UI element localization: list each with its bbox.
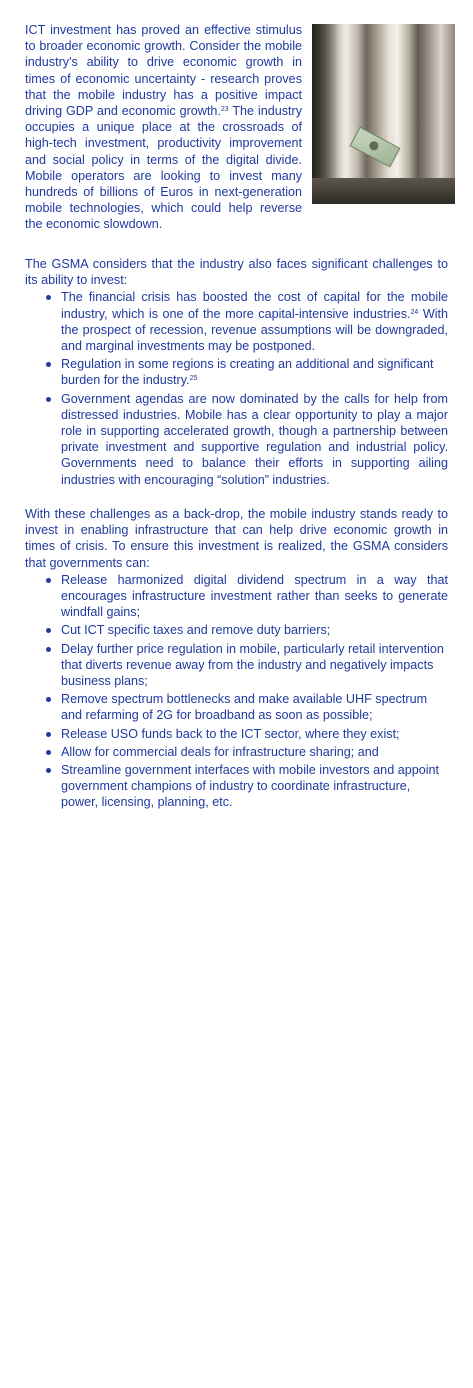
list-item-text: Government agendas are now dominated by the calls for help from distressed industries. Mobile has a clear opportunity to play a major role in supporting accelerated growth, though a partnership between private investment and supportive regulation and industrial policy. Governments need to balance their efforts in supporting ailing industries with encouraging “solution” industries. xyxy=(61,391,448,487)
photo-shadow xyxy=(312,24,342,204)
intro-text: ICT investment has proved an effective stimulus to broader economic growth. Consider the mobile industry's ability to drive economic growth in times of economic uncertainty - research proves that the mobile industry has a positive impact driving GDP and economic growth. xyxy=(25,23,302,119)
list-item: Streamline government interfaces with mobile investors and appoint government champions of industry to coordinate infrastructure, power, licensing, planning, etc. xyxy=(25,762,448,811)
intro-text-continued: The industry occupies a unique place at the crossroads of high-tech investment, productivity improvement and social policy in terms of the digital divide. Mobile operators are looking to invest many hundreds of billions of Euros in next-generation mobile technologies, which could help reverse the economic slowdown. xyxy=(25,104,302,232)
intro-section xyxy=(25,22,455,233)
footnote-ref-25[interactable]: 25 xyxy=(189,375,198,383)
list-item-text: The financial crisis has boosted the cost of capital for the mobile industry, which is one of the more capital-intensive industries. xyxy=(61,290,448,321)
actions-section xyxy=(25,506,448,813)
list-item: Remove spectrum bottlenecks and make available UHF spectrum and refarming of 2G for broadband as soon as possible; xyxy=(25,691,448,723)
footnote-ref-23[interactable]: 23 xyxy=(220,106,229,114)
dollar-bill-icon xyxy=(350,126,401,167)
list-item-text: Regulation in some regions is creating an additional and significant burden for the industry. xyxy=(61,357,434,388)
actions-list xyxy=(25,572,448,811)
list-item: Release USO funds back to the ICT sector, where they exist; xyxy=(25,726,448,742)
bill-seal xyxy=(368,140,380,152)
challenges-list xyxy=(25,289,448,487)
list-item xyxy=(25,289,448,354)
challenges-section xyxy=(25,256,448,490)
list-item: Cut ICT specific taxes and remove duty barriers; xyxy=(25,622,448,638)
list-item xyxy=(25,356,448,388)
footnote-ref-24[interactable]: 24 xyxy=(410,308,419,316)
challenges-lead: The GSMA considers that the industry also faces significant challenges to its ability to invest: xyxy=(25,257,448,288)
photo-column-base xyxy=(312,178,455,204)
list-item-text-continued: With the prospect of recession, revenue assumptions will be downgraded, and marginal investments may be postponed. xyxy=(61,306,449,354)
list-item: Release harmonized digital dividend spectrum in a way that encourages infrastructure investment rather than seeks to generate windfall gains; xyxy=(25,572,448,621)
list-item xyxy=(25,391,448,488)
list-item: Delay further price regulation in mobile, particularly retail intervention that diverts revenue away from the industry and negatively impacts business plans; xyxy=(25,641,448,690)
actions-lead: With these challenges as a back-drop, the mobile industry stands ready to invest in enabling infrastructure that can help drive economic growth in times of crisis. To ensure this investment is realized, the GSMA considers that governments can: xyxy=(25,507,448,570)
list-item: Allow for commercial deals for infrastructure sharing; and xyxy=(25,744,448,760)
columns-dollar-photo xyxy=(312,24,455,204)
